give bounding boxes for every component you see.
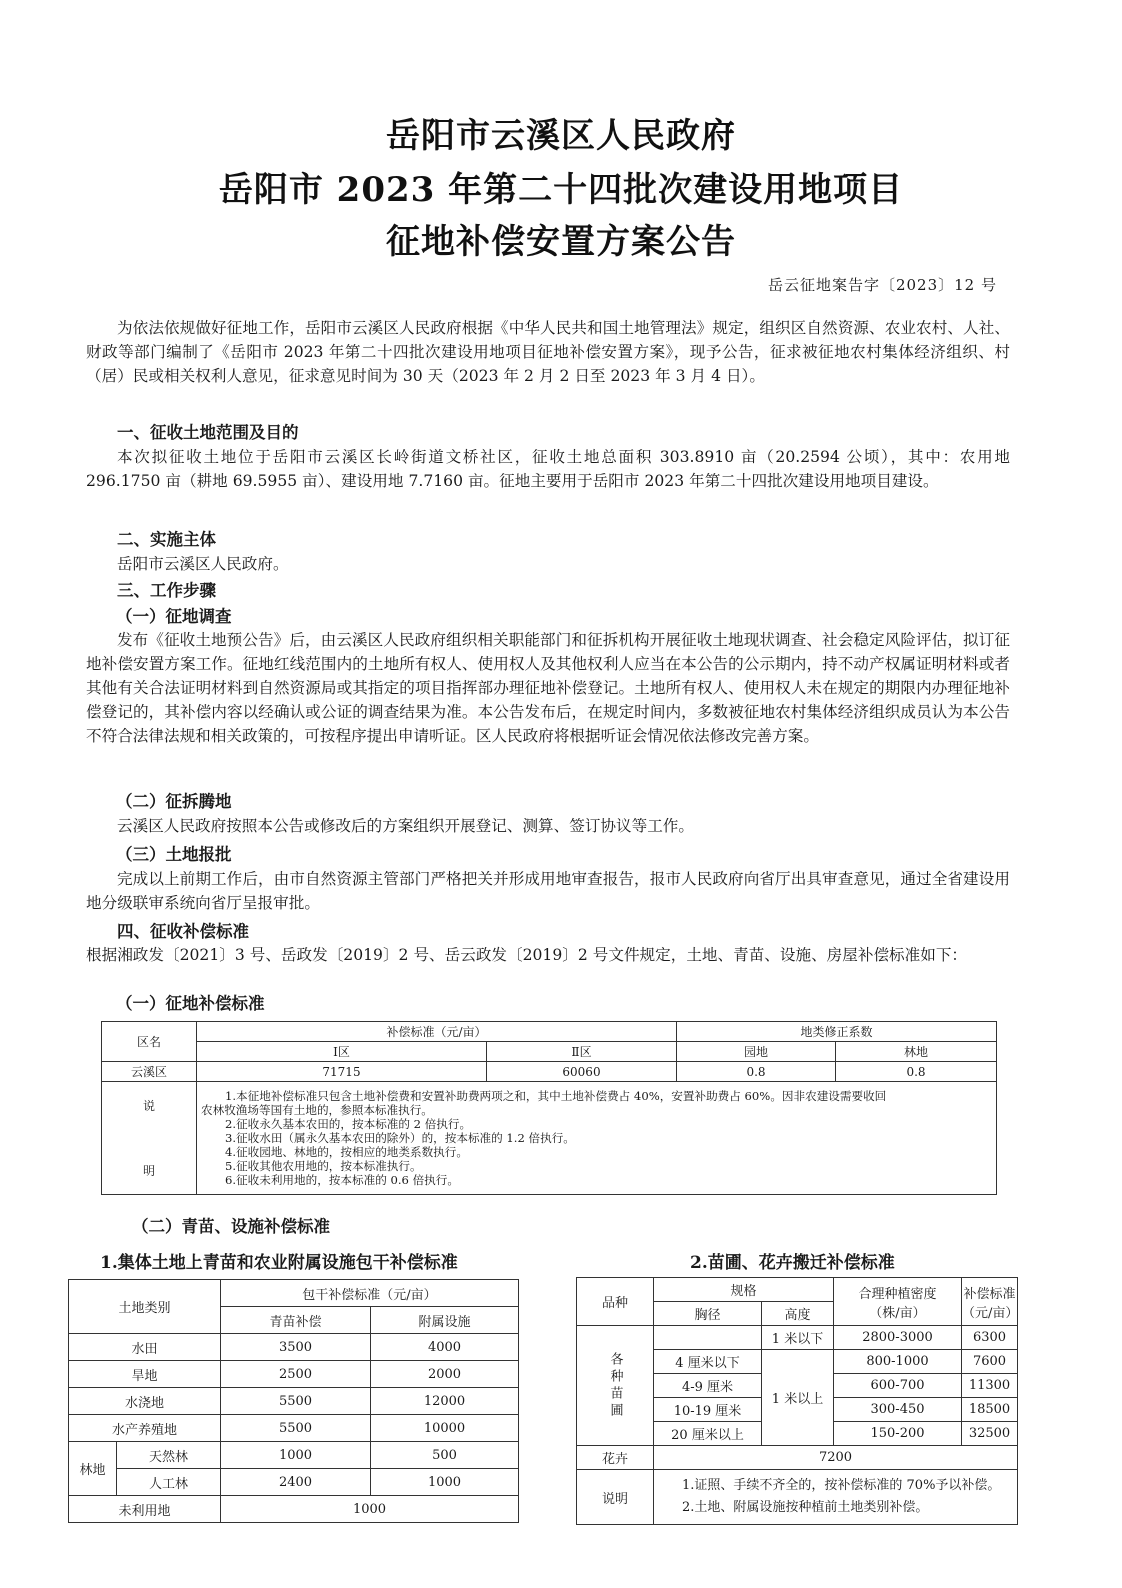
cell-standard: 6300 [962, 1326, 1018, 1350]
cell-crop: 3500 [221, 1334, 371, 1361]
header-density-line-1: 合理种植密度 [858, 1286, 937, 1302]
cell-diameter: 20 厘米以上 [654, 1422, 762, 1446]
notes-label [102, 1082, 197, 1195]
notes-label: 说明 [577, 1470, 654, 1525]
header-density [834, 1278, 962, 1326]
table-row [69, 1415, 519, 1442]
table-3-title: 2.苗圃、花卉搬迁补偿标准 [690, 1253, 895, 1273]
cell-density: 2800-3000 [834, 1326, 962, 1350]
notes-label-1: 说 [142, 1099, 155, 1113]
section-4-text: 根据湘政发〔2021〕3 号、岳政发〔2019〕2 号、岳云政发〔2019〕2 号文件规定，土地、青苗、设施、房屋补偿标准如下： [86, 946, 968, 964]
cell-crop: 5500 [221, 1388, 371, 1415]
header-standard-line-2: （元/亩） [962, 1305, 1019, 1321]
note-line: 6.征收未利用地的，按本标准的 0.6 倍执行。 [225, 1173, 459, 1187]
section-3-sub3-heading: （三）土地报批 [116, 845, 232, 864]
cell-facility: 4000 [371, 1334, 519, 1361]
header-spec: 规格 [654, 1278, 834, 1302]
cell-standard: 7600 [962, 1350, 1018, 1374]
section-4-sub2-heading: （二）青苗、设施补偿标准 [132, 1217, 330, 1236]
header-density-line-2: （株/亩） [869, 1305, 926, 1321]
header-forest: 林地 [836, 1042, 997, 1062]
cell-type: 未利用地 [69, 1496, 221, 1523]
cell-flower-value: 7200 [654, 1446, 1018, 1470]
table-row [69, 1469, 519, 1496]
header-garden: 园地 [677, 1042, 836, 1062]
section-1-text: 本次拟征收土地位于岳阳市云溪区长岭街道文桥社区，征收土地总面积 303.8910 亩（20.2594 公顷），其中：农用地 296.1750 亩（耕地 69.5955 亩）、建设用地 7.7160 亩。征地主要用于岳阳市 2023 年第二十四批次建设用地项目建设。 [86, 448, 1010, 490]
table-row [69, 1361, 519, 1388]
table-row [102, 1062, 997, 1082]
header-land-type: 土地类别 [69, 1280, 221, 1334]
note-line: 1.证照、手续不齐全的，按补偿标准的 70%予以补偿。 [682, 1478, 1001, 1493]
cell-density: 600-700 [834, 1374, 962, 1398]
cell-area: 云溪区 [102, 1062, 197, 1082]
document-number: 岳云征地案告字〔2023〕12 号 [767, 276, 997, 294]
title-line-3: 征地补偿安置方案公告 [386, 222, 736, 262]
section-3-sub1-text: 发布《征收土地预公告》后，由云溪区人民政府组织相关职能部门和征拆机构开展征收土地现状调查、社会稳定风险评估，拟订征地补偿安置方案工作。征地红线范围内的土地所有权人、使用权人及其他权利人应当在本公告的公示期内，持不动产权属证明材料或者其他有关合法证明材料到自然资源局或其指定的项目指挥部办理征地补偿登记。土地所有权人、使用权人未在规定的期限内办理征地补偿登记的，其补偿内容以经确认或公证的调查结果为准。本公告发布后，在规定时间内，多数被征地农村集体经济组织成员认为本公告不符合法律法规和相关政策的，可按程序提出申请听证。区人民政府将根据听证会情况依法修改完善方案。 [86, 631, 1010, 745]
cell-standard: 11300 [962, 1374, 1018, 1398]
section-2-heading: 二、实施主体 [117, 530, 216, 549]
notes-content [197, 1082, 997, 1195]
section-4-sub1-heading: （一）征地补偿标准 [116, 994, 265, 1013]
cell-forest: 0.8 [836, 1062, 997, 1082]
cell-nursery-label: 各种苗圃 [577, 1326, 654, 1446]
header-standard [962, 1278, 1018, 1326]
nursery-flower-table [576, 1277, 1018, 1525]
table-row [69, 1334, 519, 1361]
cell-facility: 10000 [371, 1415, 519, 1442]
cell-facility: 2000 [371, 1361, 519, 1388]
cell-type: 水产养殖地 [69, 1415, 221, 1442]
notes-label-2: 明 [142, 1164, 155, 1178]
section-3-sub1-heading: （一）征地调查 [116, 607, 232, 626]
cell-zone-1: 71715 [197, 1062, 487, 1082]
header-zone-2: Ⅱ区 [487, 1042, 677, 1062]
cell-density: 300-450 [834, 1398, 962, 1422]
section-4-heading: 四、征收补偿标准 [117, 922, 249, 941]
cell-height: 1 米以上 [762, 1350, 834, 1446]
section-3-sub2-text: 云溪区人民政府按照本公告或修改后的方案组织开展登记、测算、签订协议等工作。 [117, 817, 694, 835]
cell-diameter: 10-19 厘米 [654, 1398, 762, 1422]
cell-zone-2: 60060 [487, 1062, 677, 1082]
title-line-1: 岳阳市云溪区人民政府 [386, 116, 736, 156]
cell-diameter [654, 1326, 762, 1350]
cell-crop: 5500 [221, 1415, 371, 1442]
cell-crop: 1000 [221, 1442, 371, 1469]
cell-density: 800-1000 [834, 1350, 962, 1374]
section-3-heading: 三、工作步骤 [117, 581, 216, 600]
cell-flower-label: 花卉 [577, 1446, 654, 1470]
intro-paragraph: 为依法依规做好征地工作，岳阳市云溪区人民政府根据《中华人民共和国土地管理法》规定，组织区自然资源、农业农村、人社、财政等部门编制了《岳阳市 2023 年第二十四批次建设用地项目征地补偿安置方案》，现予公告，征求被征地农村集体经济组织、村（居）民或相关权利人意见，征求意见时间为 30 天（2023 年 2 月 2 日至 2023 年 3 月 4 日）。 [86, 319, 1010, 385]
cell-facility: 12000 [371, 1388, 519, 1415]
crop-facility-table [68, 1279, 519, 1523]
cell-type: 旱地 [69, 1361, 221, 1388]
cell-density: 150-200 [834, 1422, 962, 1446]
table-2-title: 1.集体土地上青苗和农业附属设施包干补偿标准 [100, 1253, 458, 1273]
cell-height: 1 米以下 [762, 1326, 834, 1350]
cell-facility: 1000 [371, 1469, 519, 1496]
header-diameter: 胸径 [654, 1302, 762, 1326]
note-line: 3.征收水田（属永久基本农田的除外）的，按本标准的 1.2 倍执行。 [225, 1131, 575, 1145]
note-line: 农林牧渔场等国有土地的，参照本标准执行。 [201, 1103, 433, 1117]
cell-type: 天然林 [117, 1442, 221, 1469]
table-row [69, 1388, 519, 1415]
cell-forest-label: 林地 [69, 1442, 117, 1496]
cell-diameter: 4-9 厘米 [654, 1374, 762, 1398]
table-row [577, 1326, 1018, 1350]
section-1-heading: 一、征收土地范围及目的 [117, 423, 299, 442]
note-line: 2.征收永久基本农田的，按本标准的 2 倍执行。 [225, 1117, 472, 1131]
cell-diameter: 4 厘米以下 [654, 1350, 762, 1374]
cell-crop: 2500 [221, 1361, 371, 1388]
header-correction-coefficient: 地类修正系数 [677, 1022, 997, 1042]
table-row [577, 1446, 1018, 1470]
table-row [69, 1442, 519, 1469]
header-compensation-standard: 补偿标准（元/亩） [197, 1022, 677, 1042]
cell-crop: 2400 [221, 1469, 371, 1496]
title-line-2: 岳阳市 2023 年第二十四批次建设用地项目 [218, 170, 904, 210]
section-3-sub3-text: 完成以上前期工作后，由市自然资源主管部门严格把关并形成用地审查报告，报市人民政府向省厅出具审查意见，通过全省建设用地分级联审系统向省厅呈报审批。 [86, 870, 1010, 912]
section-2-text: 岳阳市云溪区人民政府。 [117, 555, 289, 573]
cell-standard: 18500 [962, 1398, 1018, 1422]
header-zone-1: Ⅰ区 [197, 1042, 487, 1062]
header-variety: 品种 [577, 1278, 654, 1326]
cell-type: 水浇地 [69, 1388, 221, 1415]
note-line: 1.本征地补偿标准只包含土地补偿费和安置补助费两项之和，其中土地补偿费占 40%，安置补助费占 60%。因非农建设需要收回 [225, 1089, 887, 1103]
cell-garden: 0.8 [677, 1062, 836, 1082]
cell-facility: 500 [371, 1442, 519, 1469]
header-height: 高度 [762, 1302, 834, 1326]
note-line: 2.土地、附属设施按种植前土地类别补偿。 [682, 1500, 929, 1515]
section-3-sub2-heading: （二）征拆腾地 [116, 792, 232, 811]
header-standard-line-1: 补偿标准 [963, 1286, 1016, 1302]
cell-standard: 32500 [962, 1422, 1018, 1446]
cell-unused-value: 1000 [221, 1496, 519, 1523]
table-row [69, 1496, 519, 1523]
note-line: 4.征收园地、林地的，按相应的地类系数执行。 [225, 1145, 468, 1159]
note-line: 5.征收其他农用地的，按本标准执行。 [225, 1159, 422, 1173]
header-area-name: 区名 [102, 1022, 197, 1062]
land-compensation-table [101, 1021, 997, 1195]
cell-type: 人工林 [117, 1469, 221, 1496]
header-crop: 青苗补偿 [221, 1307, 371, 1334]
header-lump-sum: 包干补偿标准（元/亩） [221, 1280, 519, 1307]
cell-type: 水田 [69, 1334, 221, 1361]
header-facility: 附属设施 [371, 1307, 519, 1334]
notes-content [654, 1470, 1018, 1525]
